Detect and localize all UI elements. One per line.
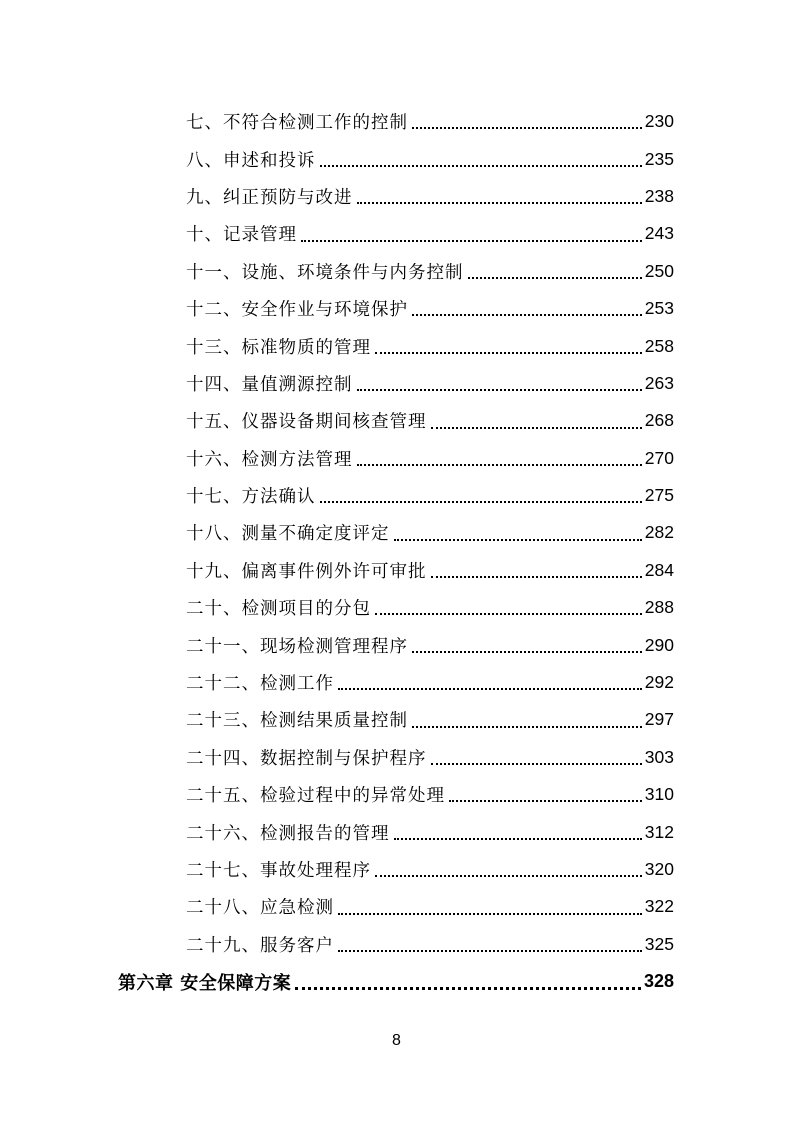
toc-entry-page: 235 [644, 148, 674, 169]
toc-entry-title: 十八、测量不确定度评定 [186, 524, 390, 545]
toc-leader-dots [320, 500, 642, 503]
toc-entry-page: 288 [644, 597, 674, 618]
toc-entry-page: 282 [644, 522, 674, 543]
toc-entry-title: 二十五、检验过程中的异常处理 [186, 786, 445, 807]
toc-entry-title: 二十九、服务客户 [186, 935, 334, 956]
toc-chapter-entry[interactable] [118, 963, 674, 1000]
toc-entry-page: 312 [644, 821, 674, 842]
toc-leader-dots [412, 650, 642, 653]
toc-entry-title: 十四、量值溯源控制 [186, 374, 353, 395]
toc-leader-dots [375, 612, 642, 615]
toc-entry[interactable] [186, 402, 674, 439]
toc-entry[interactable] [186, 664, 674, 701]
toc-entry-page: 258 [644, 335, 674, 356]
toc-leader-dots [357, 463, 642, 466]
toc-entry-page: 230 [644, 111, 674, 132]
toc-leader-dots [412, 313, 642, 316]
toc-entry-page: 284 [644, 559, 674, 580]
toc-entry[interactable] [186, 178, 674, 215]
toc-leader-dots [431, 575, 642, 578]
toc-leader-dots [394, 538, 642, 541]
toc-entry[interactable] [186, 327, 674, 364]
toc-leader-dots [338, 687, 642, 690]
toc-entry[interactable] [186, 365, 674, 402]
toc-leader-dots [412, 126, 642, 129]
toc-leader-dots [375, 874, 642, 877]
toc-leader-dots [412, 725, 642, 728]
toc-entry-title: 二十四、数据控制与保护程序 [186, 748, 427, 769]
toc-entry[interactable] [186, 888, 674, 925]
toc-entry-title: 二十七、事故处理程序 [186, 861, 371, 881]
toc-entry-title: 八、申述和投诉 [186, 150, 316, 171]
toc-entry-page: 290 [644, 634, 674, 655]
toc-entry-title: 九、纠正预防与改进 [186, 187, 353, 208]
toc-entry[interactable] [186, 813, 674, 850]
toc-entry[interactable] [186, 103, 674, 140]
toc-entry-page: 275 [644, 485, 674, 506]
toc-entry[interactable] [186, 215, 674, 252]
toc-entry[interactable] [186, 440, 674, 477]
toc-entry[interactable] [186, 776, 674, 813]
toc-entry-page: 250 [644, 260, 674, 281]
toc-leader-dots [295, 986, 641, 990]
toc-leader-dots [431, 762, 642, 765]
toc-entry-title: 二十六、检测报告的管理 [186, 823, 390, 844]
toc-chapter-title: 第六章 安全保障方案 [118, 972, 292, 994]
toc-leader-dots [394, 837, 642, 840]
toc-entry-title: 十九、偏离事件例外许可审批 [186, 561, 427, 582]
toc-entry-page: 322 [644, 896, 674, 917]
toc-leader-dots [338, 912, 642, 915]
toc-entry-title: 十六、检测方法管理 [186, 449, 353, 470]
toc-entry-title: 十五、仪器设备期间核查管理 [186, 412, 427, 433]
toc-entry-page: 238 [644, 185, 674, 206]
toc-entry[interactable] [186, 290, 674, 327]
toc-entry-page: 320 [644, 859, 674, 879]
toc-entry-title: 十二、安全作业与环境保护 [186, 300, 408, 321]
toc-entry[interactable] [186, 477, 674, 514]
toc-entry[interactable] [186, 701, 674, 738]
toc-entry-title: 二十二、检测工作 [186, 674, 334, 695]
toc-entry-page: 270 [644, 447, 674, 468]
toc-entry[interactable] [186, 552, 674, 589]
toc-entry-page: 310 [644, 784, 674, 805]
toc-leader-dots [468, 276, 642, 279]
toc-entry-title: 二十八、应急检测 [186, 898, 334, 919]
toc-entry[interactable] [186, 739, 674, 776]
toc-entry-page: 268 [644, 410, 674, 431]
toc-entry-title: 十一、设施、环境条件与内务控制 [186, 262, 464, 283]
toc-entry-page: 263 [644, 372, 674, 393]
toc-chapter-page: 328 [643, 971, 674, 992]
toc-leader-dots [431, 426, 642, 429]
toc-entry[interactable] [186, 253, 674, 290]
toc-leader-dots [320, 164, 642, 167]
toc-entry-title: 七、不符合检测工作的控制 [186, 113, 408, 134]
toc-leader-dots [301, 239, 642, 242]
toc-leader-dots [375, 351, 642, 354]
toc-entry-page: 325 [644, 933, 674, 954]
toc-entry-page: 253 [644, 298, 674, 319]
toc-leader-dots [449, 799, 642, 802]
toc-entry[interactable] [186, 514, 674, 551]
toc-entry-title: 十三、标准物质的管理 [186, 337, 371, 358]
table-of-contents [0, 103, 793, 1000]
toc-entry-page: 243 [644, 223, 674, 244]
toc-entry-title: 十、记录管理 [186, 225, 297, 246]
toc-entry-page: 297 [644, 709, 674, 730]
toc-leader-dots [357, 201, 642, 204]
toc-leader-dots [357, 388, 642, 391]
toc-entry[interactable] [186, 626, 674, 663]
toc-entry-page: 303 [644, 746, 674, 767]
page-number: 8 [392, 1032, 401, 1049]
toc-entry[interactable] [186, 926, 674, 963]
toc-entry-title: 十七、方法确认 [186, 487, 316, 508]
toc-entry-page: 292 [644, 672, 674, 693]
toc-entry-title: 二十、检测项目的分包 [186, 599, 371, 620]
toc-entry[interactable] [186, 140, 674, 177]
toc-leader-dots [338, 949, 642, 952]
toc-entry[interactable] [186, 851, 674, 888]
toc-entry-title: 二十三、检测结果质量控制 [186, 711, 408, 732]
toc-entry-title: 二十一、现场检测管理程序 [186, 636, 408, 657]
toc-entry[interactable] [186, 589, 674, 626]
